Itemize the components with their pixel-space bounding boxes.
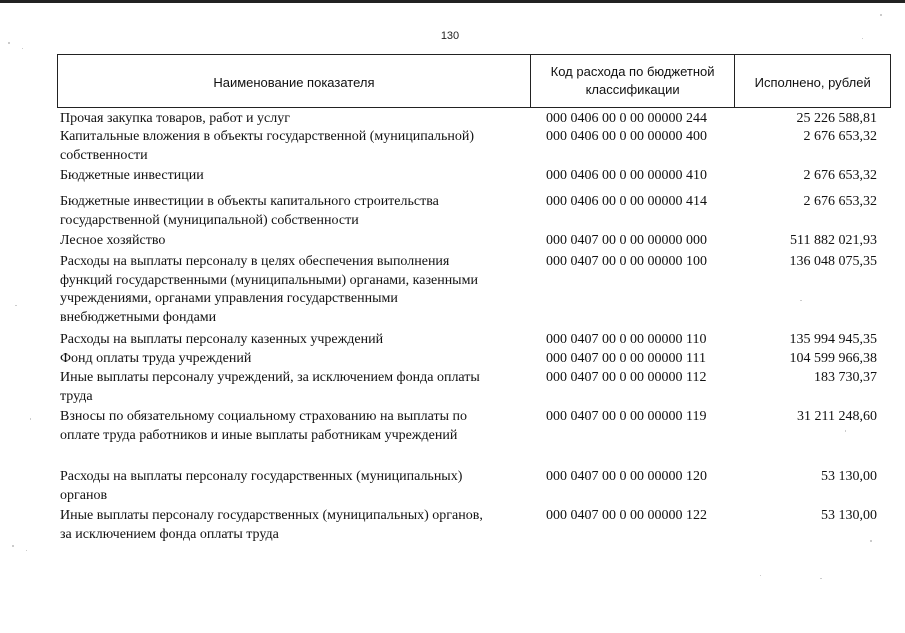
row-name: Взносы по обязательному социальному страхованию на выплаты по оплате труда работников и иные выплаты работникам учреждений bbox=[60, 409, 468, 443]
row-name: Прочая закупка товаров, работ и услуг bbox=[60, 111, 290, 126]
header-code-column: Код расхода по бюджетной классификации bbox=[531, 55, 736, 107]
row-amount: 53 130,00 bbox=[821, 469, 877, 484]
row-name: Иные выплаты персоналу государственных (муниципальных) органов, за исключением фонда оплаты труда bbox=[60, 508, 483, 542]
row-amount: 183 730,37 bbox=[814, 370, 877, 385]
row-name: Расходы на выплаты персоналу в целях обеспечения выполнения функций государственными (муниципальными) органами, казенными учреждениями, органами управления государственными внебюджетными фондами bbox=[60, 254, 478, 325]
row-amount: 25 226 588,81 bbox=[796, 111, 877, 126]
row-code: 000 0406 00 0 00 00000 410 bbox=[546, 168, 707, 183]
top-rule bbox=[0, 0, 905, 3]
header-amount-column: Исполнено, рублей bbox=[754, 75, 871, 90]
row-code: 000 0406 00 0 00 00000 414 bbox=[546, 194, 707, 209]
row-code: 000 0407 00 0 00 00000 000 bbox=[546, 233, 707, 248]
row-amount: 511 882 021,93 bbox=[790, 233, 877, 248]
row-name: Капитальные вложения в объекты государственной (муниципальной) собственности bbox=[60, 129, 475, 163]
row-amount: 2 676 653,32 bbox=[803, 194, 877, 209]
header-name-column: Наименование показателя bbox=[58, 55, 531, 107]
table-header bbox=[57, 54, 891, 108]
row-code: 000 0406 00 0 00 00000 400 bbox=[546, 129, 707, 144]
row-code: 000 0407 00 0 00 00000 100 bbox=[546, 254, 707, 269]
row-code: 000 0407 00 0 00 00000 120 bbox=[546, 469, 707, 484]
row-code: 000 0407 00 0 00 00000 111 bbox=[546, 351, 706, 366]
row-code: 000 0407 00 0 00 00000 110 bbox=[546, 332, 707, 347]
row-name: Иные выплаты персоналу учреждений, за исключением фонда оплаты труда bbox=[60, 370, 480, 404]
row-name: Лесное хозяйство bbox=[60, 233, 166, 248]
row-amount: 104 599 966,38 bbox=[789, 351, 877, 366]
row-code: 000 0406 00 0 00 00000 244 bbox=[546, 111, 707, 126]
row-code: 000 0407 00 0 00 00000 119 bbox=[546, 409, 707, 424]
row-name: Бюджетные инвестиции в объекты капитального строительства государственной (муниципальной) собственности bbox=[60, 194, 439, 228]
row-amount: 53 130,00 bbox=[821, 508, 877, 523]
row-amount: 31 211 248,60 bbox=[797, 409, 877, 424]
row-amount: 136 048 075,35 bbox=[789, 254, 877, 269]
row-amount: 135 994 945,35 bbox=[789, 332, 877, 347]
row-amount: 2 676 653,32 bbox=[803, 168, 877, 183]
row-code: 000 0407 00 0 00 00000 122 bbox=[546, 508, 707, 523]
row-name: Расходы на выплаты персоналу казенных учреждений bbox=[60, 332, 384, 347]
row-name: Бюджетные инвестиции bbox=[60, 168, 204, 183]
row-name: Фонд оплаты труда учреждений bbox=[60, 351, 252, 366]
row-name: Расходы на выплаты персоналу государственных (муниципальных) органов bbox=[60, 469, 463, 503]
page-number: 130 bbox=[440, 30, 460, 42]
row-amount: 2 676 653,32 bbox=[803, 129, 877, 144]
row-code: 000 0407 00 0 00 00000 112 bbox=[546, 370, 707, 385]
